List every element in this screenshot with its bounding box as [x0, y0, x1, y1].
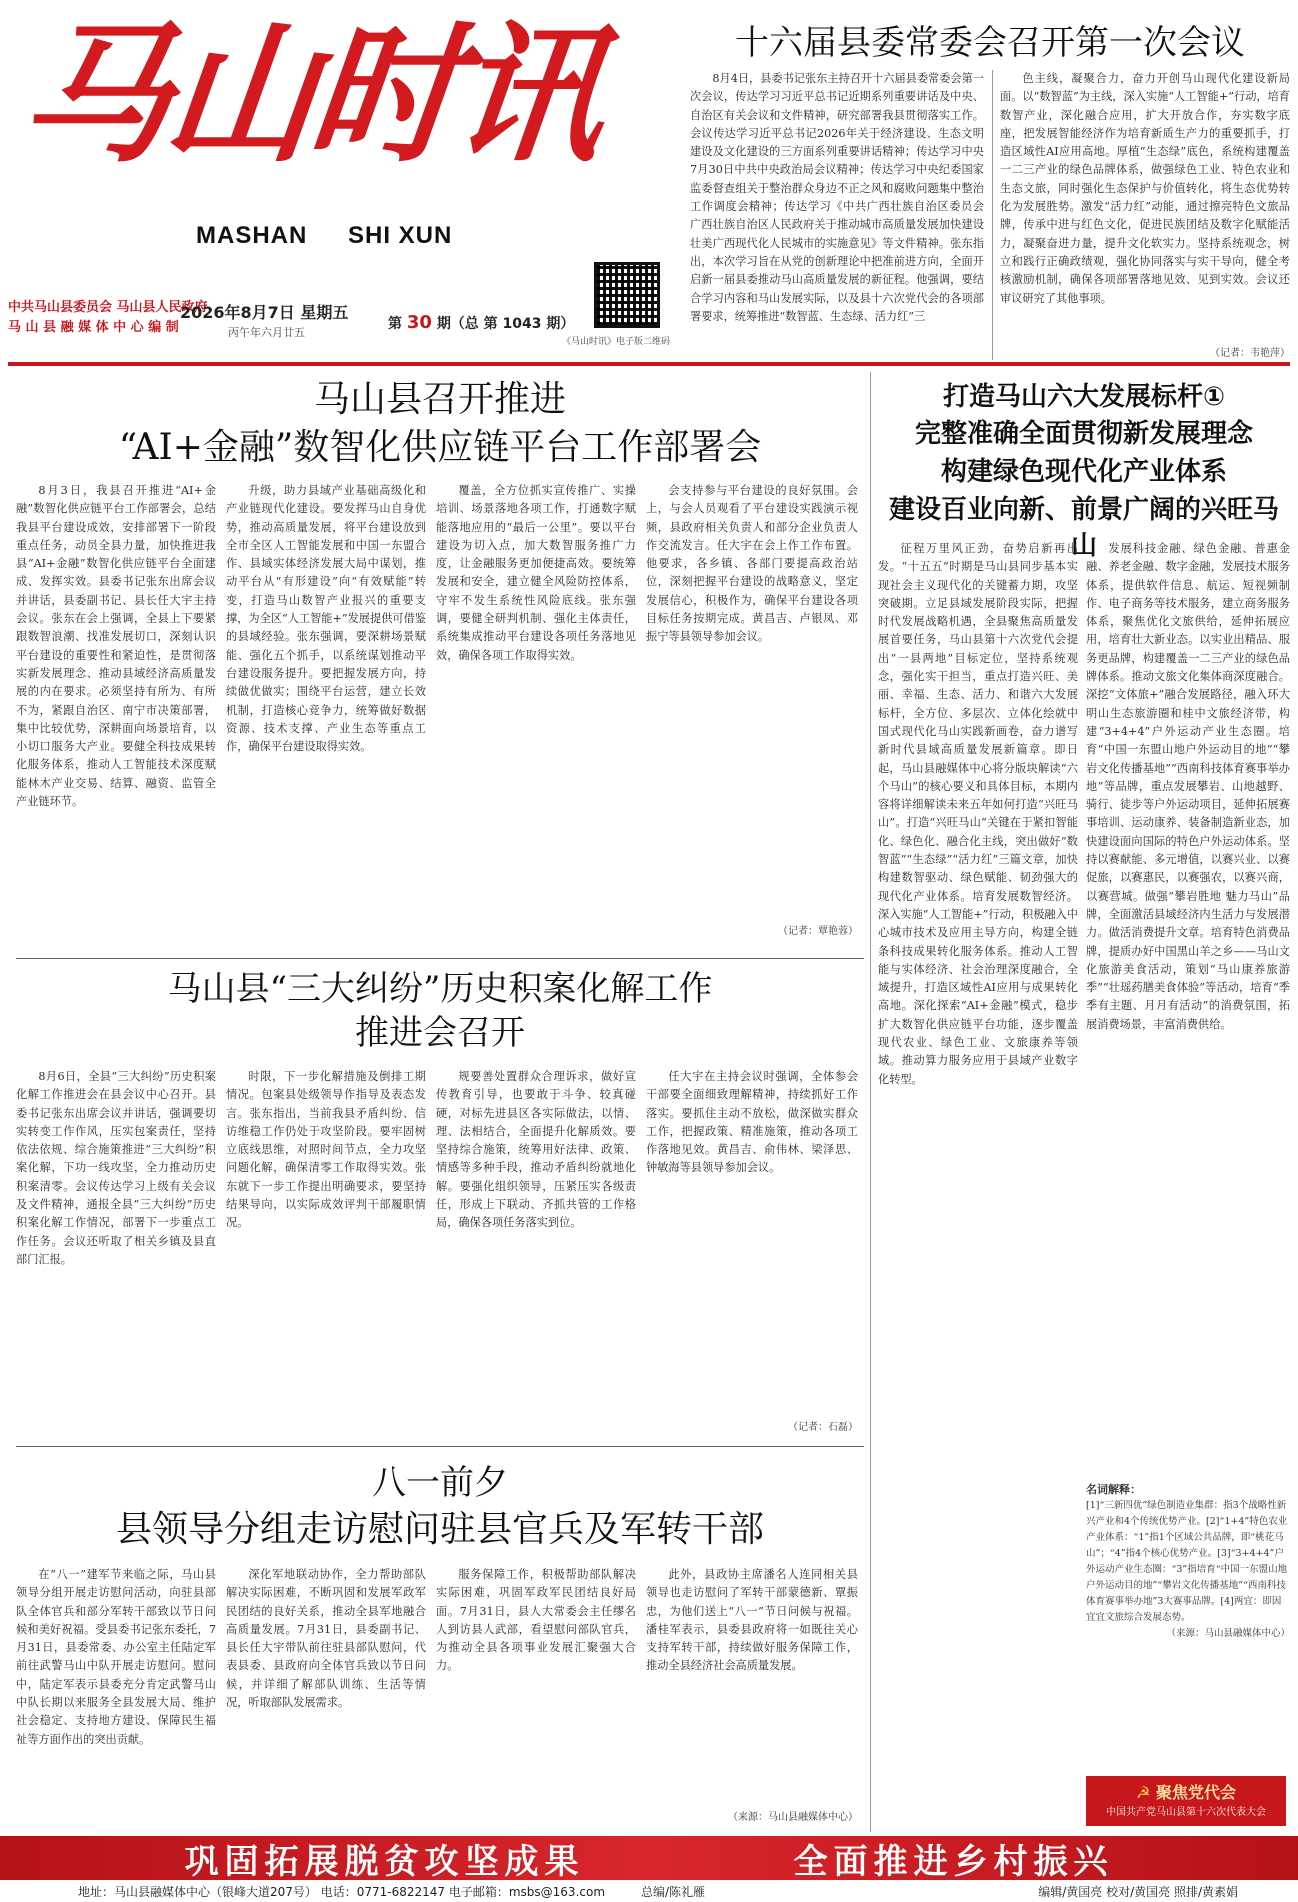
masthead-pinyin-1: MASHAN: [196, 222, 308, 249]
bayi-title: 县领导分组走访慰问驻县官兵及军转干部: [115, 1509, 764, 1550]
footer-editor-chief: 总编/陈礼雁: [641, 1884, 706, 1899]
slogan-banner: [0, 1836, 1298, 1880]
ai-finance-col-4: 会支持参与平台建设的良好氛围。会上，与会人员观看了平台建设实践演示视频，县政府相关负责人和部分企业负责人作交流发言。任大宇在会上作工作布置。他要求，各乡镇、各部门要提高政治站位，深刻把握平台建设的战略意义，坚定发展信心，积极作为，确保平台建设各项目标任务按期完成。黄昌吉、卢银凤、邓振宁等县领导参加会议。: [646, 484, 858, 644]
issue-suffix: 期（总 第 1043 期）: [436, 316, 575, 332]
bayi-col-1: 在“八一”建军节来临之际，马山县领导分组开展走访慰问活动，向驻县部队全体官兵和部分军转干部致以节日问候和美好祝福。受县委书记张东委托，7月31日，县委常委、办公室主任陆定军前往武警马山中队开展走访慰问。慰问中，陆定军表示县委充分肯定武警马山中队长期以来服务全县发展大局、维护社会稳定、支持地方建设、保障民生福祉等方面作出的突出贡献。: [16, 1568, 216, 1746]
section-divider: [16, 958, 864, 959]
sponsor-line-2: 马 山 县 融 媒 体 中 心 编 制: [8, 320, 179, 335]
glossary-title: 名词解释：: [1086, 1483, 1141, 1496]
qr-caption: 《马山时讯》电子版二维码: [562, 337, 671, 347]
feature-title-1: 完整准确全面贯彻新发展理念: [914, 419, 1253, 449]
top-story-byline: （记者：韦艳萍）: [1210, 348, 1290, 359]
ai-finance-title-2: “AI+金融”数智化供应链平台工作部署会: [118, 427, 762, 468]
column-divider: [992, 70, 993, 360]
footer-address: 地址：马山县融媒体中心（银峰大道207号） 电话：0771-6822147 电子邮箱：msbs@163.com: [78, 1884, 606, 1899]
bayi-kicker: 八一前夕: [372, 1463, 508, 1503]
bayi-byline: （来源：马山县融媒体中心）: [728, 1812, 858, 1823]
section-divider: [16, 1446, 864, 1447]
disputes-byline: （记者：石磊）: [788, 1422, 858, 1433]
footer-staff: 编辑/黄国亮 校对/黄国亮 照排/黄素娟: [1038, 1884, 1238, 1899]
ai-finance-col-2: 升级，助力县域产业基础高级化和产业链现代化建设。要发挥马山自身优势，推动高质量发展，将平台建设放到全市全区人工智能发展和中国一东盟合作、县域实体经济发展大局中谋划，推动平台从“有形建设”向“有效赋能”转变，打造马山数智产业报兴的重要支撑，为全区“人工智能+”发展提供可借鉴的县域经验。张东强调，要深耕场景赋能、强化五个抓手，以系统谋划推动平台建设服务提升。要把握发展方向，持续做优做实；围绕平台运营，建立长效机制，打造核心竞争力，统筹做好数据资源、技术支撑、产业生态等重点工作，确保平台建设取得实效。: [226, 484, 426, 754]
issue-no: 30: [406, 312, 432, 333]
badge-subtitle: 中国共产党马山县第十六次代表大会: [1106, 1807, 1266, 1818]
masthead-divider: [8, 362, 1290, 366]
column-divider: [870, 372, 871, 1832]
sponsor: [8, 298, 208, 338]
top-story-title: 十六届县委常委会召开第一次会议: [735, 23, 1245, 63]
disputes-title-1: 马山县“三大纠纷”历史积案化解工作: [167, 969, 713, 1009]
masthead-logo: [12, 7, 662, 208]
qr-code-icon[interactable]: [594, 262, 660, 328]
glossary-source: （来源：马山县融媒体中心）: [1166, 1628, 1290, 1639]
glossary-text: [1]“三新四优”绿色制造业集群：指3个战略性新兴产业和4个传统优势产业。[2]“1+4”特色农业产业体系：“1”指1个区域公共品牌，即“桃花马山”；“4”指4个核心优势产业。[3]“3+4+4”户外运动产业生态圈：“3”指培育“中国一东盟山地户外运动目的地”“攀岩文化传播基地”“西南科技体育赛事举办地”3大赛事品牌。[4]两宜：即因宜宜文旅综合发展态势。: [1086, 1500, 1288, 1623]
page-footer: [0, 1880, 1298, 1902]
glossary-box: [1086, 1482, 1290, 1768]
banner-right-slogan: 全面推进乡村振兴: [793, 1841, 1114, 1882]
issue-date: 2026年8月7日 星期五: [180, 303, 349, 322]
disputes-title-2: 推进会召开: [355, 1013, 525, 1053]
ai-finance-byline: （记者：覃艳蓉）: [778, 926, 858, 937]
top-story-col-2: 色主线，凝聚合力，奋力开创马山现代化建设新局面。以“数智蓝”为主线，深入实施“人工智能+”行动，培育数智产业，深化融合应用，扩大开放合作，夯实数字底座，把发展智能经济作为培育新质生产力的重要抓手，打造区域性AI应用高地。厚植“生态绿”底色，系统构建覆盖一二三产业的绿色品牌体系，做强绿色工业、特色农业和生态文旅，同时强化生态保护与价值转化，将生态优势转化为发展胜势。激发“活力红”动能，通过擦亮特色文旅品牌，传承中进与红色文化，促进民族团结及数字化赋能活力，凝聚奋进力量，提升文化软实力。坚持系统观念，树立和践行正确政绩观，强化协同落实与实干导向，健全考核激励机制，确保各项部署落地见效、见到实效。会议还审议研究了其他事项。: [1000, 72, 1290, 305]
disputes-col-3: 规要善处置群众合理诉求，做好宣传教育引导，也要敢于斗争、较真碰硬，对标先进县区各实际做法，以情、理、法相结合，全面提升化解质效。要坚持综合施策，统筹用好法律、政策、情感等多种手段，推动矛盾纠纷就地化解。要强化组织领导，压紧压实各级责任，形成上下联动、齐抓共管的工作格局，确保各项任务落实到位。: [436, 1070, 636, 1230]
bayi-col-3: 服务保障工作，积极帮助部队解决实际困难，巩固军政军民团结良好局面。7月31日，县人大常委会主任缪名人到访县人武部，看望慰问部队官兵，为推动全县各项事业发展汇聚强大合力。: [436, 1568, 636, 1673]
ai-finance-col-3: 覆盖，全方位抓实宣传推广、实操培训、场景落地各项工作，打通数字赋能落地应用的“最后一公里”。要以平台建设为切入点，加大数智服务推广力度，让金融服务更加便捷高效。要统筹发展和安全，建立健全风险防控体系，守牢不发生系统性风险底线。张东强调，要健全研判机制、强化主体责任，系统集成推动平台建设各项任务落地见效，确保各项工作取得实效。: [436, 484, 636, 662]
top-story-col-1: 8月4日，县委书记张东主持召开十六届县委常委会第一次会议，传达学习习近平总书记近期系列重要讲话及中央、自治区有关会议和文件精神，研究部署我县贯彻落实工作。会议传达学习近平总书记2026年关于经济建设、生态文明建设及文化建设的三方面系列重要讲话精神；传达学习中央7月30日中共中央政治局会议精神；传达学习中央纪委国家监委督查组关于整治群众身边不正之风和腐败问题集中整治工作调度会精神；传达学习《中共广西壮族自治区委员会 广西壮族自治区人民政府关于推动城市高质量发展加快建设壮美广西现代化人民城市的实施意见》等文件精神。张东指出，本次学习旨在从党的创新理论中把准前进方向，全面开启新一届县委推动马山高质量发展的新征程。他强调，要结合学习内容和马山发展实际，以及县十六次党代会的各项部署要求，统筹推进“数智蓝、生态绿、活力红”三: [690, 72, 984, 323]
issue-number: [388, 312, 574, 333]
party-congress-badge[interactable]: [1086, 1776, 1286, 1826]
feature-col-1: 征程万里风正劲，奋势启新再出发。“十五五”时期是马山县同步基本实现社会主义现代化的关键蓄力期，攻坚突破期。立足县域发展阶段实际，把握时代发展战略机遇，全县聚焦高质量发展首要任务，马山县第十六次党代会提出“一县两地”目标定位，坚持系统观念，强化实干担当，重点打造兴旺、美丽、幸福、生态、活力、和谐六大发展标杆，全方位、多层次、立体化绘就中国式现代化马山实践新画卷，奋力谱写新时代县域高质量发展新篇章。即日起，马山县融媒体中心将分版块解读“六个马山”的核心要义和具体目标，本期内容将详细解读未来五年如何打造“兴旺马山”。打造“兴旺马山”关键在于紧扣智能化、绿色化、融合化主线，突出做好“数智蓝”“生态绿”“活力红”三篇文章，加快构建数智驱动、绿色赋能、韧劲强大的现代化产业体系。培育发展数智经济。深入实施“人工智能+”行动，积极融入中心城市技术及应用主导方向，构建全链条科技成果转化服务体系。推动人工智能与实体经济、社会治理深度融合，全域提升，打造区域性AI应用与成果转化高地。深化探索“AI+金融”模式，稳步扩大数智化供应链平台功能，逐步覆盖现代农业、绿色工业、文旅康养等领域。推动算力服务应用于县域产业数字化转型。: [878, 542, 1078, 1086]
party-emblem-icon: ☭: [1136, 1783, 1151, 1802]
masthead-title: 马山时讯: [12, 7, 608, 183]
disputes-col-2: 时限，下一步化解措施及倒排工期情况。包案县处级领导作指导及表态发言。张东指出，当前我县矛盾纠纷、信访维稳工作仍处于攻坚阶段。要牢固树立底线思维，对照时间节点，全力攻坚问题化解，确保清零工作取得实效。张东就下一步工作提出明确要求，要坚持结果导向，以实际成效评判干部履职情况。: [226, 1070, 426, 1230]
bayi-col-4: 此外，县政协主席潘名人连同相关县领导也走访慰问了军转干部蒙德新、覃振忠，为他们送上“八一”节日问候与祝福。潘桂军表示，县委县政府将一如既往关心支持军转干部，持续做好服务保障工作，推动全县经济社会高质量发展。: [646, 1568, 858, 1673]
sponsor-line-1: 中共马山县委员会 马山县人民政府: [8, 300, 208, 315]
ai-finance-col-1: 8月3日，我县召开推进“AI+金融”数智化供应链平台工作部署会，总结我县平台建设成效，安排部署下一阶段重点任务，动员全县力量，加快推进我县“AI+金融”数智化供应链平台全面建成、发挥实效。县委书记张东出席会议并讲话，县委副书记、县长任大宇主持会议。张东在会上强调，全县上下要紧跟数智浪潮、找准发展切口，深刻认识平台建设的重要性和紧迫性，是贯彻落实新发展理念、推动县域经济高质量发展的内在要求。必须坚持有所为、有所不为，紧跟自治区、南宁市决策部署，集中比较优势，深耕面向场景培育，以小切口服务大产业。要健全科技成果转化服务体系，推动人工智能技术深度赋能林木产业交易、结算、融资、监管全产业链环节。: [16, 484, 216, 809]
masthead-pinyin-2: SHI XUN: [348, 222, 453, 249]
feature-title-2: 构建绿色现代化产业体系: [940, 457, 1227, 487]
feature-title-3: 建设百业向新、前景广阔的兴旺马山: [888, 495, 1279, 561]
ai-finance-title-1: 马山县召开推进: [313, 379, 566, 420]
lunar-date: 丙午年六月廿五: [228, 326, 305, 339]
badge-title: ☭ 聚焦党代会: [1136, 1783, 1236, 1802]
feature-series: 打造马山六大发展标杆①: [942, 382, 1225, 412]
disputes-col-4: 任大宇在主持会议时强调，全体参会干部要全面细致理解精神，持续抓好工作落实。要抓住主动不放松，做深做实群众工作，把握政策、精准施策，推动各项工作落地见效。黄昌吉、俞伟林、梁泽思、钟敏海等县领导参加会议。: [646, 1070, 858, 1175]
feature-col-2: 发展科技金融、绿色金融、普惠金融、养老金融、数字金融，发展技术服务体系，提供软件信息、航运、短视频制作、电子商务等技术服务，建立商务服务体系，聚焦优化文旅供给，延伸拓展应用，培育壮大新业态。以实业出精品、服务更品牌，构建覆盖一二三产业的绿色品牌体系。推动文旅文化集体商深度融合。深挖“文体旅+”融合发展路径，融入环大明山生态旅游圈和桂中文旅经济带，构建“3+4+4”户外运动产业生态圈。培育“中国一东盟山地户外运动目的地”“攀岩文化传播基地”“西南科技体育赛事举办地”等品牌，重点发展攀岩、山地越野、骑行、徒步等户外运动项目，延伸拓展赛事培训、运动康养、装备制造新业态，加快建设面向国际的特色户外运动体系。坚持以赛献能、多元增值，以赛兴业、以赛促旅，以赛惠民，以赛强农，以赛兴商，以赛营城。做强“攀岩胜地 魅力马山”品牌，全面激活县域经济内生活力与发展潜力。做活消费提升文章。培育特色消费品牌，提质办好中国黑山羊之乡——马山文化旅游美食活动，策划“马山康养旅游季”“壮瑶药膳美食体验”等活动，培育“季季有主题、月月有活动”的消费氛围，拓展消费场景，丰富消费供给。: [1086, 542, 1290, 1031]
issue-prefix: 第: [388, 316, 402, 332]
bayi-col-2: 深化军地联动协作，全力帮助部队解决实际困难，不断巩固和发展军政军民团结的良好关系，推动全县军地融合高质量发展。7月31日，县委副书记、县长任大宇带队前往驻县部队慰问，代表县委、县政府向全体官兵致以节日问候，并详细了解部队训练、生活等情况，听取部队发展需求。: [226, 1568, 426, 1710]
banner-left-slogan: 巩固拓展脱贫攻坚成果: [184, 1841, 585, 1882]
disputes-col-1: 8月6日，全县“三大纠纷”历史积案化解工作推进会在县会议中心召开。县委书记张东出席会议并讲话，强调要切实转变工作作风，压实包案责任，坚持依法依规、综合施策推进“三大纠纷”积案化解，下功一线攻坚，全力推动历史积案清零。会议传达学习上级有关会议及文件精神，通报全县“三大纠纷”历史积案化解工作情况，部署下一步重点工作任务。会议还听取了相关乡镇及县直部门汇报。: [16, 1070, 216, 1266]
